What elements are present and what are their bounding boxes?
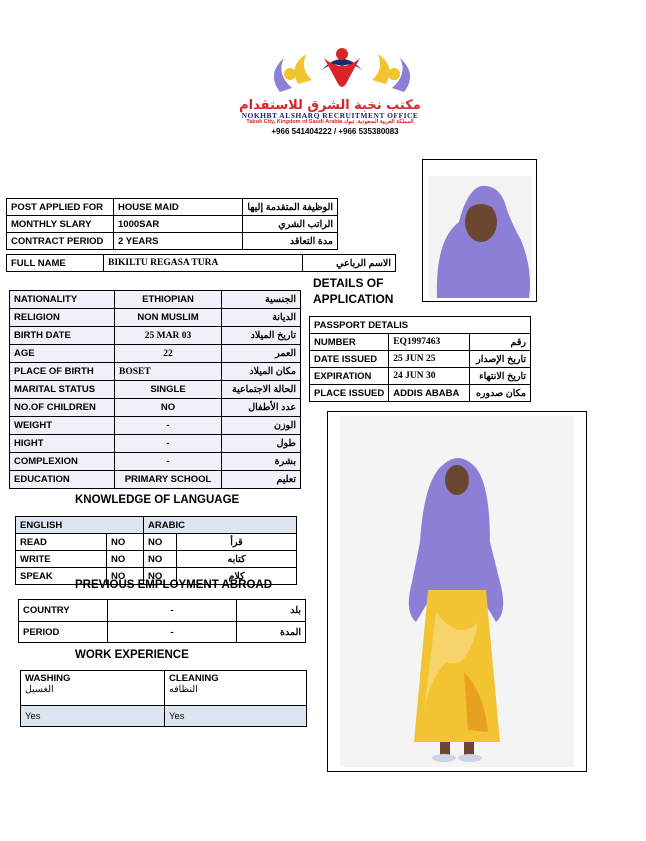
period-label: PERIOD: [19, 622, 108, 643]
date-issued-ar: تاريخ الإصدار: [470, 351, 531, 368]
passport-number-value: EQ1997463: [389, 334, 470, 351]
marital-label: MARITAL STATUS: [10, 381, 115, 399]
salary-ar: الراتب الشري: [243, 216, 338, 233]
company-address: Tabuk City, Kingdom of Saudi Arabia المملكة العربية السعودية، تبوك: [246, 119, 414, 125]
complexion-ar: بشرة: [222, 453, 301, 471]
passport-table: [309, 316, 531, 402]
full-body-image: [328, 412, 586, 771]
full-body-photo: [327, 411, 587, 772]
company-arabic-name: مكتب نخبة الشرق للاستقدام: [239, 98, 421, 113]
passport-number-label: NUMBER: [310, 334, 389, 351]
cleaning-label: CLEANING: [169, 673, 219, 684]
religion-ar: الديانة: [222, 309, 301, 327]
write-arabic: NO: [144, 551, 177, 568]
age-label: AGE: [10, 345, 115, 363]
birth-place-label: PLACE OF BIRTH: [10, 363, 115, 381]
post-value: HOUSE MAID: [114, 199, 243, 216]
place-issued-label: PLACE ISSUED: [310, 385, 389, 402]
previous-employment-table: [18, 599, 306, 643]
place-issued-ar: مكان صدوره: [470, 385, 531, 402]
weight-ar: الوزن: [222, 417, 301, 435]
speak-ar: كلام: [177, 568, 297, 585]
nationality-ar: الجنسية: [222, 291, 301, 309]
salary-value: 1000SAR: [114, 216, 243, 233]
contract-value: 2 YEARS: [114, 233, 243, 250]
speak-arabic: NO: [144, 568, 177, 585]
post-label: POST APPLIED FOR: [7, 199, 114, 216]
details-table: [9, 290, 301, 489]
portrait-image: [423, 160, 536, 301]
write-label: WRITE: [16, 551, 107, 568]
children-value: NO: [115, 399, 222, 417]
washing-label: WASHING: [25, 673, 71, 684]
logo-emblem: [262, 44, 422, 104]
full-name-label: FULL NAME: [7, 255, 104, 272]
language-title: KNOWLEDGE OF LANGUAGE: [75, 494, 240, 506]
washing-ar: الغسيل: [25, 684, 54, 695]
cleaning-ar: النظافه: [169, 684, 198, 695]
height-label: HIGHT: [10, 435, 115, 453]
nationality-label: NATIONALITY: [10, 291, 115, 309]
passport-number-ar: رقم: [470, 334, 531, 351]
education-label: EDUCATION: [10, 471, 115, 489]
birth-date-label: BIRTH DATE: [10, 327, 115, 345]
date-issued-label: DATE ISSUED: [310, 351, 389, 368]
salary-label: MONTHLY SLARY: [7, 216, 114, 233]
birth-place-ar: مكان الميلاد: [222, 363, 301, 381]
country-label: COUNTRY: [19, 600, 108, 622]
expiration-ar: تاريخ الانتهاء: [470, 368, 531, 385]
washing-value: Yes: [21, 706, 165, 727]
education-value: PRIMARY SCHOOL: [115, 471, 222, 489]
arabic-header: ARABIC: [144, 517, 297, 534]
nationality-value: ETHIOPIAN: [115, 291, 222, 309]
post-ar: الوظيفة المتقدمة إليها: [243, 199, 338, 216]
previous-employment-title: PREVIOUS EMPLOYMENT ABROAD: [75, 579, 273, 591]
height-value: -: [115, 435, 222, 453]
age-value: 22: [115, 345, 222, 363]
complexion-label: COMPLEXION: [10, 453, 115, 471]
height-ar: طول: [222, 435, 301, 453]
birth-date-ar: تاريخ الميلاد: [222, 327, 301, 345]
children-ar: عدد الأطفال: [222, 399, 301, 417]
company-english-name: NOKHBT ALSHARQ RECRUITMENT OFFICE: [241, 111, 419, 120]
marital-value: SINGLE: [115, 381, 222, 399]
place-issued-value: ADDIS ABABA: [389, 385, 470, 402]
speak-english: NO: [107, 568, 144, 585]
full-name-table: [6, 254, 396, 272]
education-ar: تعليم: [222, 471, 301, 489]
full-name-value: BIKILTU REGASA TURA: [104, 255, 303, 272]
post-table: [6, 198, 338, 250]
contract-label: CONTRACT PERIOD: [7, 233, 114, 250]
age-ar: العمر: [222, 345, 301, 363]
work-experience-table: [20, 670, 307, 727]
expiration-value: 24 JUN 30: [389, 368, 470, 385]
complexion-value: -: [115, 453, 222, 471]
write-english: NO: [107, 551, 144, 568]
portrait-photo: [422, 159, 537, 302]
read-arabic: NO: [144, 534, 177, 551]
religion-value: NON MUSLIM: [115, 309, 222, 327]
read-english: NO: [107, 534, 144, 551]
period-value: -: [108, 622, 237, 643]
company-logo: [262, 44, 422, 104]
weight-label: WEIGHT: [10, 417, 115, 435]
write-ar: كتابه: [177, 551, 297, 568]
read-label: READ: [16, 534, 107, 551]
religion-label: RELIGION: [10, 309, 115, 327]
details-title: DETAILS OF APPLICATION: [313, 276, 394, 306]
period-ar: المدة: [237, 622, 306, 643]
birth-date-value: 25 MAR 03: [115, 327, 222, 345]
speak-label: SPEAK: [16, 568, 107, 585]
read-ar: قرأ: [177, 534, 297, 551]
country-ar: بلد: [237, 600, 306, 622]
country-value: -: [108, 600, 237, 622]
company-phones: +966 541404222 / +966 535380083: [271, 127, 399, 136]
english-header: ENGLISH: [16, 517, 144, 534]
expiration-label: EXPIRATION: [310, 368, 389, 385]
weight-value: -: [115, 417, 222, 435]
contract-ar: مدة التعاقد: [243, 233, 338, 250]
passport-title: PASSPORT DETALIS: [310, 317, 531, 334]
work-experience-title: WORK EXPERIENCE: [75, 649, 189, 661]
birth-place-value: BOSET: [115, 363, 222, 381]
cleaning-value: Yes: [165, 706, 307, 727]
children-label: NO.OF CHILDREN: [10, 399, 115, 417]
language-table: [15, 516, 297, 585]
full-name-ar: الاسم الرباعي: [303, 255, 396, 272]
date-issued-value: 25 JUN 25: [389, 351, 470, 368]
marital-ar: الحالة الاجتماعية: [222, 381, 301, 399]
